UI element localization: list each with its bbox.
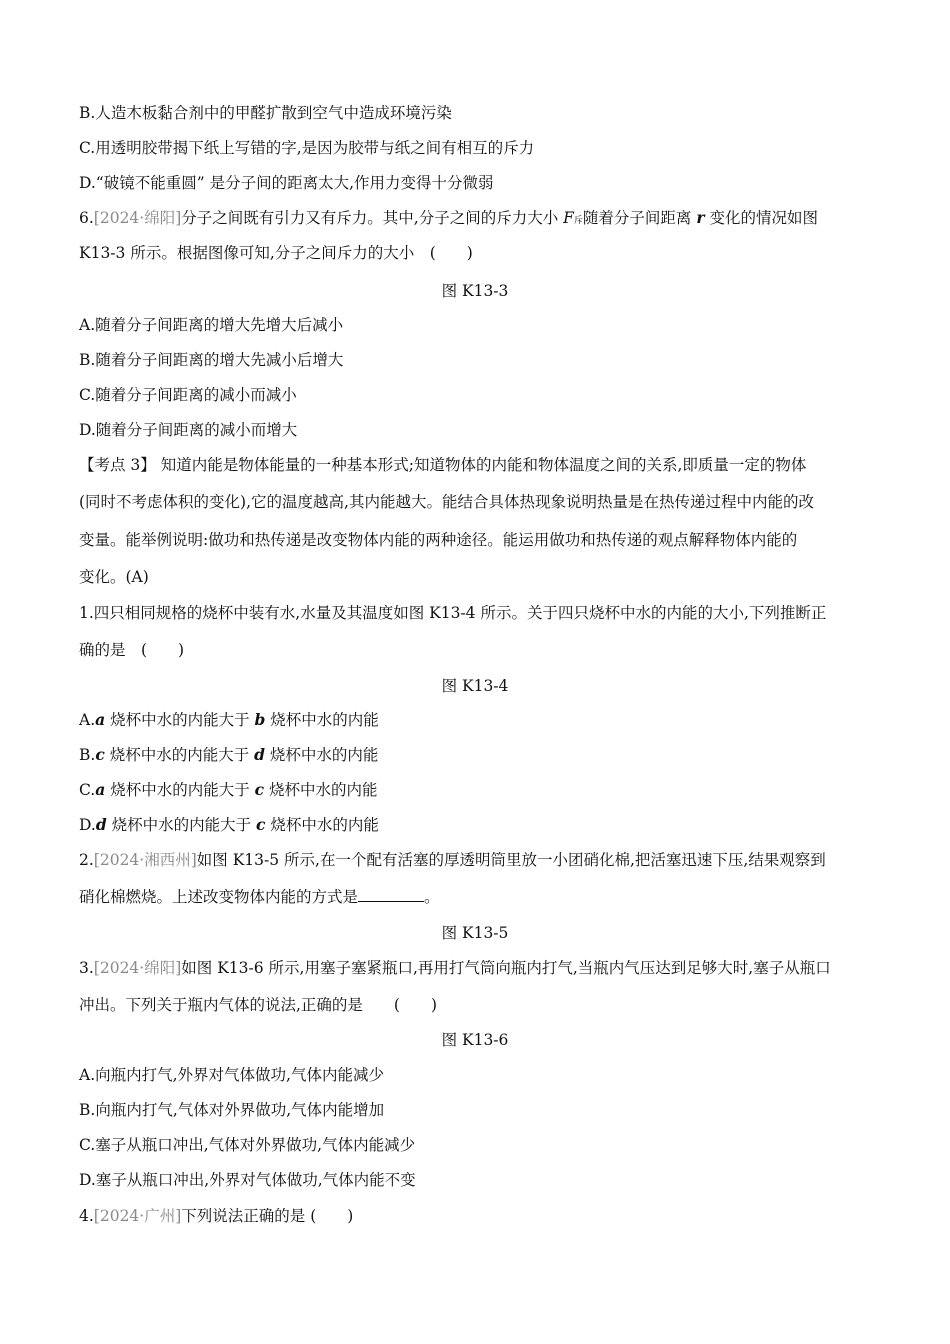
kp3-tag: 【考点 3】 [79,456,156,474]
q1-option-b: B.c 烧杯中水的内能大于 d 烧杯中水的内能 [79,745,379,764]
kp3-line1 [79,455,806,475]
q4-number: 4. [79,1207,94,1225]
kp3-text1: 知道内能是物体能量的一种基本形式;知道物体的内能和物体温度之间的关系,即质量一定的物体 [155,456,807,474]
figure-caption-k13-5: 图 K13-5 [441,924,509,942]
q2-stem-line1: 2.[2024·湘西州]如图 K13-5 所示,在一个配有活塞的厚透明筒里放一小团硝化棉,把活塞迅速下压,结果观察到 [79,851,826,869]
q6-stem-line2: K13-3 所示。根据图像可知,分子之间斥力的大小 ( ) [79,244,473,262]
q6-option-b: B.随着分子间距离的增大先减小后增大 [79,351,344,369]
figure-caption-k13-6: 图 K13-6 [441,1031,509,1049]
q6-symbol-f-sub: 斥 [573,216,583,226]
q6-symbol-f: F [563,209,574,227]
q3-stem-line1: 3.[2024·绵阳]如图 K13-6 所示,用塞子塞紧瓶口,再用打气筒向瓶内打气,当瓶内气压达到足够大时,塞子从瓶口 [79,959,831,977]
kp3-line3: 变量。能举例说明:做功和热传递是改变物体内能的两种途径。能运用做功和热传递的观点解释物体内能的 [79,531,798,549]
q6-number: 6. [79,209,94,227]
prev-option-b: B.人造木板黏合剂中的甲醛扩散到空气中造成环境污染 [79,104,452,122]
q2-source: [2024·湘西州] [93,851,197,869]
q6-source: [2024·绵阳] [93,209,182,227]
figure-caption-k13-4: 图 K13-4 [441,677,509,695]
q6-text-b: 随着分子间距离 [582,209,697,227]
prev-option-d: D.“破镜不能重圆” 是分子间的距离太大,作用力变得十分微弱 [79,174,494,192]
q6-option-a: A.随着分子间距离的增大先增大后减小 [79,316,344,334]
q2-number: 2. [79,851,94,869]
q4-source: [2024·广州] [93,1207,182,1225]
q2-stem-line2: 硝化棉燃烧。上述改变物体内能的方式是 。 [79,888,440,906]
kp3-line2: (同时不考虑体积的变化),它的温度越高,其内能越大。能结合具体热现象说明热量是在热传递过程中内能的改 [79,493,814,511]
q3-option-a: A.向瓶内打气,外界对气体做功,气体内能减少 [79,1066,384,1084]
q3-option-b: B.向瓶内打气,气体对外界做功,气体内能增加 [79,1101,385,1119]
prev-option-c: C.用透明胶带揭下纸上写错的字,是因为胶带与纸之间有相互的斥力 [79,139,535,157]
q3-option-d: D.塞子从瓶口冲出,外界对气体做功,气体内能不变 [79,1171,416,1189]
q6-option-c: C.随着分子间距离的减小而减小 [79,386,297,404]
figure-caption-k13-3: 图 K13-3 [441,282,509,300]
q3-option-c: C.塞子从瓶口冲出,气体对外界做功,气体内能减少 [79,1136,416,1154]
q3-stem-line2: 冲出。下列关于瓶内气体的说法,正确的是 ( ) [79,996,438,1014]
q3-source: [2024·绵阳] [93,959,182,977]
q6-text-c: 变化的情况如图 [704,209,818,227]
kp3-line4: 变化。(A) [79,568,149,586]
q3-number: 3. [79,959,94,977]
q6-symbol-r: r [696,208,705,227]
q6-option-d: D.随着分子间距离的减小而增大 [79,421,298,439]
answer-blank[interactable] [358,887,424,902]
q1-option-c: C.a 烧杯中水的内能大于 c 烧杯中水的内能 [79,780,378,799]
q1-stem-line1: 1.四只相同规格的烧杯中装有水,水量及其温度如图 K13-4 所示。关于四只烧杯中水的内能的大小,下列推断正 [79,604,827,622]
q1-option-d: D.d 烧杯中水的内能大于 c 烧杯中水的内能 [79,815,379,834]
q6-text-a: 分子之间既有引力又有斥力。其中,分子之间的斥力大小 [181,209,564,227]
q1-stem-line2: 确的是 ( ) [79,641,185,659]
q4-stem: 4.[2024·广州]下列说法正确的是 ( ) [79,1207,354,1225]
q6-stem-line1 [79,208,818,231]
q1-option-a: A.a 烧杯中水的内能大于 b 烧杯中水的内能 [79,710,379,729]
